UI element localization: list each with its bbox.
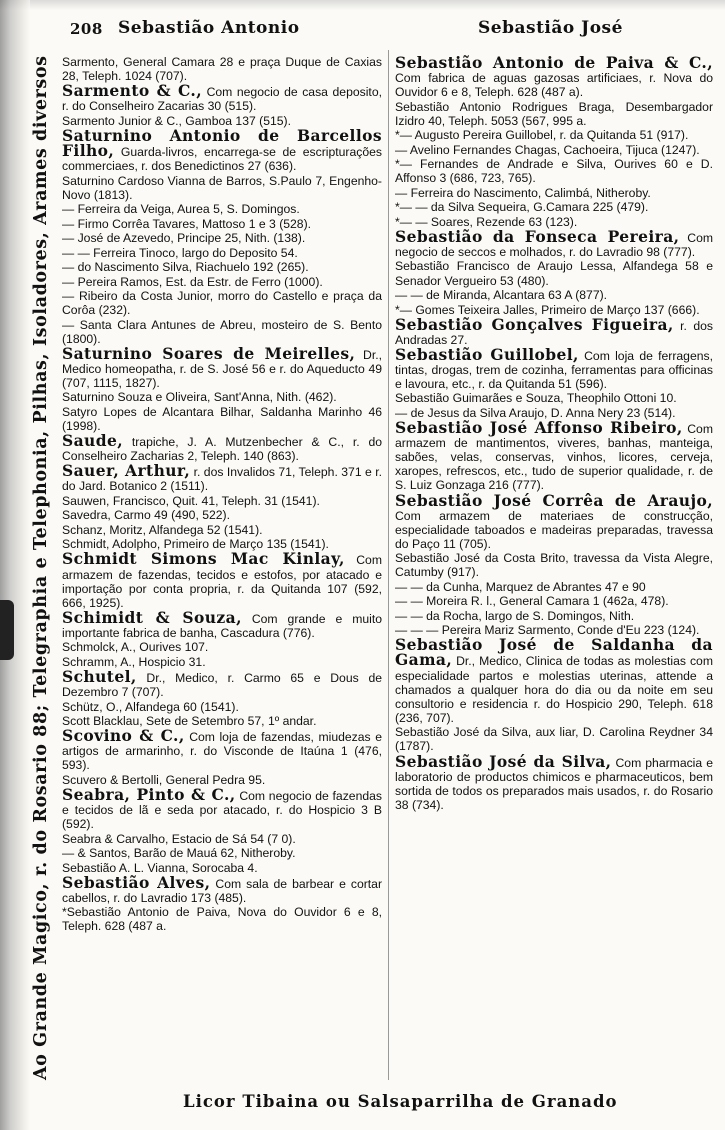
entry-text: — Ferreira do Nascimento, Calimbá, Nitheroby. — [395, 185, 651, 200]
entry-text: Com negocio de seccos e molhados, r. do Lavradio 98 (777). — [395, 230, 714, 259]
entry-text: — de Jesus da Silva Araujo, D. Anna Nery 23 (514). — [395, 405, 676, 420]
entry-text: Dr., Medico, r. Carmo 65 e Dous de Dezembro 7 (707). — [62, 670, 382, 700]
directory-entry — [395, 314, 713, 347]
entry-name: Schmidt Simons Mac Kinlay, — [62, 549, 345, 569]
directory-entry — [62, 872, 383, 905]
entry-text: — Santa Clara Antunes de Abreu, mosteiro de S. Bento (1800). — [62, 317, 382, 346]
entry-name: Sebastião José da Silva, — [395, 751, 612, 771]
directory-entry — [62, 549, 382, 610]
directory-entry — [395, 186, 713, 200]
entry-name: Sauer, Arthur, — [62, 461, 191, 481]
directory-entry — [62, 905, 382, 933]
directory-entry — [62, 125, 382, 174]
directory-entry — [62, 784, 382, 832]
directory-entry — [62, 343, 382, 390]
entry-text: trapiche, J. A. Mutzenbecher & C., r. do Conselheiro Zacharias 2, Teleph. 140 (863). — [62, 435, 382, 464]
entry-text: Com pharmacia e laboratorio de productos chimicos e pharmaceuticos, bem sortida de todos os preparados mais usados, r. do Rosario 38 (734). — [395, 755, 714, 812]
column-divider — [388, 50, 389, 1080]
entry-name: Schutel, — [62, 666, 137, 686]
directory-entry — [395, 725, 713, 753]
entry-text: — — Ferreira Tinoco, largo do Deposito 54. — [62, 245, 298, 260]
entry-text: Sebastião Guimarães e Souza, Theophilo Ottoni 10. — [395, 391, 677, 406]
directory-entry — [62, 289, 382, 317]
entry-text: Schanz, Moritz, Alfandega 52 (1541). — [62, 522, 263, 537]
entry-text: — — — Pereira Mariz Sarmento, Conde d'Eu 223 (124). — [395, 623, 700, 638]
entry-text: Sauwen, Francisco, Quit. 41, Teleph. 31 (1541). — [62, 493, 320, 508]
directory-entry — [395, 259, 713, 287]
directory-entry — [62, 81, 382, 114]
page-top-edge — [0, 0, 725, 10]
entry-text: Schmolck, A., Ourives 107. — [62, 640, 209, 655]
entry-name: Schimidt & Souza, — [62, 607, 242, 627]
entry-text: Saturnino Cardoso Vianna de Barros, S.Paulo 7, Engenho-Novo (1813). — [62, 173, 382, 202]
entry-text: — José de Azevedo, Principe 25, Nith. (138). — [62, 231, 306, 246]
entry-name: Sarmento & C., — [62, 81, 203, 101]
entry-text: *— Fernandes de Andrade e Silva, Ourives 60 e D. Affonso 3 (686, 723, 765). — [395, 157, 713, 186]
entry-name: Sebastião Guillobel, — [395, 344, 579, 364]
entry-text: r. dos Andradas 27. — [395, 318, 713, 347]
entry-text: Scuvero & Bertolli, General Pedra 95. — [62, 772, 266, 787]
entry-text: — & Santos, Barão de Mauá 62, Nitheroby. — [62, 846, 296, 861]
entry-text: *— — da Silva Sequeira, G.Camara 225 (479). — [395, 200, 649, 215]
directory-entry — [395, 288, 713, 302]
entry-text: Satyro Lopes de Alcantara Bilhar, Saldanha Marinho 46 (1998). — [62, 404, 382, 434]
directory-entry — [62, 461, 382, 494]
page-binding-edge — [0, 0, 30, 1130]
entry-text: Sebastião José da Costa Brito, travessa da Vista Alegre, Catumby (917). — [395, 551, 713, 580]
entry-text: Schmidt, Adolpho, Primeiro de Março 135 (1541). — [62, 537, 329, 552]
entry-text: Com loja de ferragens, tintas, drogas, trem de cozinha, ferramentas para officinas e lavoura, etc., r. da Quitanda 51 (596). — [395, 348, 713, 391]
directory-entry — [62, 700, 382, 714]
entry-text: Com armazem de fazendas, tecidos e estofos, por atacado e importação por conta propria, r. da Quitanda 107 (592, 666, 1925). — [62, 553, 382, 610]
entry-text: *— — Soares, Rezende 63 (123). — [395, 214, 578, 229]
entry-text: — Pereira Ramos, Est. da Estr. de Ferro (1000). — [62, 274, 323, 289]
entry-text: Savedra, Carmo 49 (490, 522). — [62, 508, 231, 523]
entry-text: — — de Miranda, Alcantara 63 A (877). — [395, 288, 608, 303]
directory-entry — [62, 832, 382, 846]
entry-text: Sebastião A. L. Vianna, Sorocaba 4. — [62, 860, 258, 875]
entry-text: Scott Blacklau, Sete de Setembro 57, 1º andar. — [62, 714, 317, 729]
entry-name: Sebastião José Corrêa de Araujo, — [395, 490, 713, 510]
directory-entry — [62, 275, 382, 289]
entry-text: Com armazem de materiaes de construcção, especialidade taboados e madeiras preparadas, travessa do Paço 11 (705). — [395, 508, 713, 551]
page-number: 208 — [70, 20, 103, 38]
directory-entry — [62, 55, 382, 83]
entry-text: — — da Cunha, Marquez de Abrantes 47 e 90 — [395, 579, 646, 594]
entry-text: Dr., Medico homeopatha, r. de S. José 56 e r. do Aqueducto 49 (707, 1115, 1827). — [62, 347, 382, 390]
entry-text: Sebastião José da Silva, aux liar, D. Carolina Reydner 34 (1787). — [395, 725, 713, 754]
entry-text: Dr., Medico, Clinica de todas as molestias com especialidade partos e molestias uterinas, attende a chamados a qualquer hora do dia ou da noite em seu consultorio e residencia r. do Hospicio 290, Teleph. 618 (236, 707). — [395, 654, 713, 725]
entry-text: — Ribeiro da Costa Junior, morro do Castello e praça da Corôa (232). — [62, 289, 382, 318]
directory-entry — [62, 217, 382, 231]
entry-text: Schramm, A., Hospicio 31. — [62, 654, 206, 669]
entry-name: Scovino & C., — [62, 726, 185, 746]
directory-entry — [395, 226, 714, 259]
entry-name: Seabra, Pinto & C., — [62, 784, 236, 804]
binding-tab — [0, 600, 14, 660]
entry-text: Com sala de barbear e cortar cabellos, r. do Lavradio 173 (485). — [62, 876, 383, 905]
entry-text: Com negocio de fazendas e tecidos de lã e seda por atacado, r. do Hospicio 3 B (592). — [62, 788, 382, 832]
entry-text: Sebastião Antonio Rodrigues Braga, Desembargador Izidro 40, Teleph. 5053 (567, 995 a. — [395, 99, 713, 128]
directory-entry — [62, 726, 382, 773]
entry-name: Sebastião José de Saldanha da Gama, — [395, 635, 713, 670]
entry-text: — — Moreira R. l., General Camara 1 (462a, 478). — [395, 594, 669, 609]
entry-name: Sebastião Antonio de Paiva & C., — [395, 53, 713, 72]
entry-name: Sebastião da Fonseca Pereira, — [395, 226, 680, 246]
directory-entry — [395, 143, 713, 157]
entry-text: — Firmo Corrêa Tavares, Mattoso 1 e 3 (528). — [62, 216, 312, 231]
entry-name: Saturnino Soares de Meirelles, — [62, 343, 356, 363]
entry-text: — Ferreira da Veiga, Aurea 5, S. Domingos. — [62, 202, 300, 217]
entry-name: Sebastião José Affonso Ribeiro, — [395, 418, 683, 438]
entry-name: Saturnino Antonio de Barcellos Filho, — [62, 125, 382, 160]
entry-text: — do Nascimento Silva, Riachuelo 192 (265). — [62, 260, 309, 275]
running-head-left: Sebastião Antonio — [118, 18, 300, 38]
directory-entry — [62, 846, 382, 860]
entry-text: Com fabrica de aguas gazosas artificiaes, r. Nova do Ouvidor 6 e 8, Teleph. 628 (487 a). — [395, 71, 713, 100]
left-column — [62, 55, 382, 934]
entry-name: Sebastião Gonçalves Figueira, — [395, 314, 674, 334]
directory-entry — [62, 260, 382, 274]
entry-text: Sebastião Francisco de Araujo Lessa, Alfandega 58 e Senador Vergueiro 53 (480). — [395, 259, 713, 288]
directory-entry — [62, 666, 382, 700]
directory-entry — [395, 128, 713, 142]
entry-text: Com negocio de casa deposito, r. do Conselheiro Zacarias 30 (515). — [62, 85, 382, 114]
directory-entry — [395, 635, 713, 725]
entry-text: Sarmento, General Camara 28 e praça Duque de Caxias 28, Teleph. 1024 (707). — [62, 55, 382, 84]
directory-entry — [395, 418, 713, 493]
directory-entry — [62, 494, 382, 508]
entry-text: *Sebastião Antonio de Paiva, Nova do Ouvidor 6 e 8, Teleph. 628 (487 a. — [62, 905, 382, 934]
running-head-right: Sebastião José — [478, 18, 623, 38]
directory-entry — [62, 202, 382, 216]
entry-text: — — da Rocha, largo de S. Domingos, Nith. — [395, 608, 635, 623]
entry-text: r. dos Invalidos 71, Teleph. 371 e r. do Jard. Botanico 2 (1511). — [62, 465, 382, 494]
entry-text: Com loja de fazendas, miudezas e artigos de armarinho, r. do Visconde de Itaúna 1 (476, 593). — [62, 730, 382, 773]
directory-entry — [395, 100, 713, 128]
entry-text: Guarda-livros, encarrega-se de escripturações commerciaes, r. dos Benedictinos 27 (636). — [62, 144, 382, 174]
directory-entry — [395, 200, 713, 214]
entry-text: Seabra & Carvalho, Estacio de Sá 54 (7 0). — [62, 831, 296, 846]
directory-entry — [395, 344, 713, 391]
entry-text: Com armazem de mantimentos, viveres, banhas, manteiga, sabões, velas, conservas, vinhos, licores, cerveja, xaropes, refrescos, etc., tudo de superior qualidade, r. de S. Luiz Gonzaga 216 (777). — [395, 422, 713, 493]
entry-text: Com grande e muito importante fabrica de banha, Cascadura (776). — [62, 611, 382, 640]
directory-entry — [62, 174, 382, 202]
directory-entry — [395, 609, 713, 623]
entry-name: Saude, — [62, 431, 124, 451]
directory-entry — [395, 751, 714, 812]
entry-text: Saturnino Souza e Oliveira, Sant'Anna, Nith. (462). — [62, 390, 337, 405]
directory-entry — [62, 523, 382, 537]
directory-entry — [62, 318, 382, 346]
entry-text: — Avelino Fernandes Chagas, Cachoeira, Tijuca (1247). — [395, 142, 700, 157]
directory-entry — [62, 231, 382, 245]
directory-entry — [62, 390, 382, 404]
entry-name: Sebastião Alves, — [62, 872, 211, 892]
entry-text: *— Gomes Teixeira Jalles, Primeiro de Março 137 (666). — [395, 302, 700, 317]
directory-entry — [395, 53, 713, 100]
directory-entry — [62, 246, 382, 260]
directory-entry — [395, 551, 713, 579]
directory-entry — [62, 405, 382, 433]
directory-entry — [62, 640, 382, 654]
directory-entry — [395, 490, 713, 551]
entry-text: Sarmento Junior & C., Gamboa 137 (515). — [62, 113, 291, 128]
entry-text: Schütz, O., Alfandega 60 (1541). — [62, 699, 239, 714]
directory-entry — [395, 594, 713, 608]
directory-entry — [62, 607, 382, 640]
directory-entry — [395, 157, 713, 185]
directory-entry — [62, 431, 382, 464]
directory-entry — [395, 391, 713, 405]
footer-advertisement: Licor Tibaina ou Salsaparrilha de Granado — [183, 1092, 618, 1111]
entry-text: *— Augusto Pereira Guillobel, r. da Quitanda 51 (917). — [395, 128, 689, 143]
directory-entry — [395, 580, 713, 594]
directory-entry — [62, 508, 382, 522]
right-column — [395, 55, 713, 812]
vertical-advertisement: Ao Grande Magico, r. do Rosario 88; Telegraphia e Telephonia, Pilhas, Isoladores, Arames diversos — [31, 55, 51, 1080]
